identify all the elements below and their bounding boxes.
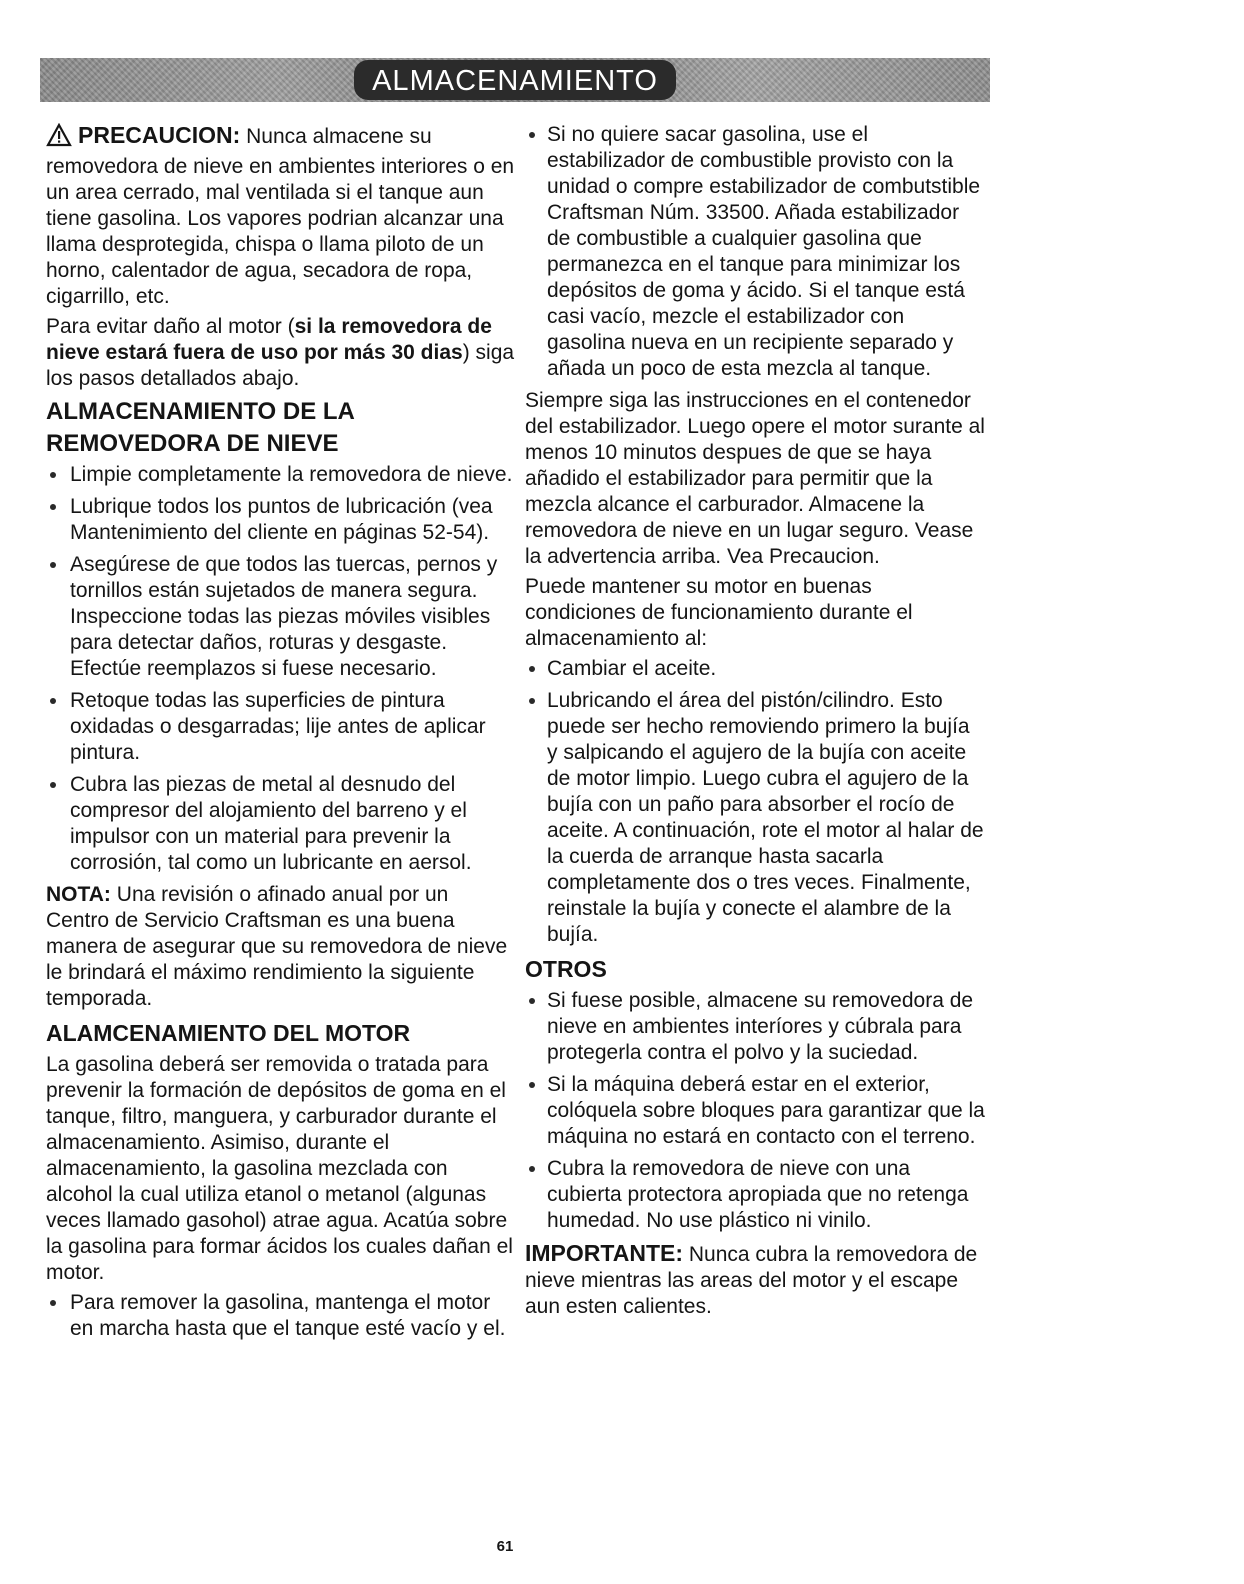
list-item: Retoque todas las superficies de pintura oxidadas o desgarradas; lije antes de aplicar pintura. bbox=[46, 688, 516, 766]
list-item: Lubricando el área del pistón/cilindro. Esto puede ser hecho removiendo primero la bujía y salpicando el agujero de la bujía con aceite de motor limpio. Luego cubra el agujero de la bujía con un paño para absorber el rocío de aceite. A continuación, rote el motor al halar de la cuerda de arranque hasta sacarla completamente dos o tres veces. Finalmente, reinstale la bujía y conecte el alambre de la bujía. bbox=[525, 688, 985, 948]
stabilizer-paragraph: Siempre siga las instrucciones en el contenedor del estabilizador. Luego opere el motor surante al menos 10 minutos despues de que se haya añadido el estabilizador para permitir que la mezcla alcance el carburador. Almacene la removedora de nieve en un lugar seguro. Vease la advertencia arriba. Vea Precaucion. bbox=[525, 389, 985, 568]
conditions-paragraph: Puede mantener su motor en buenas condiciones de funcionamiento durante el almacenamiento al: bbox=[525, 575, 913, 650]
damage-paragraph bbox=[46, 314, 516, 392]
warning-lead: PRECAUCION: bbox=[78, 122, 241, 148]
damage-text-start: Para evitar daño al motor ( bbox=[46, 315, 295, 338]
list-item: Lubrique todos los puntos de lubricación (vea Mantenimiento del cliente en páginas 52-54). bbox=[46, 494, 516, 546]
others-list bbox=[525, 988, 985, 1234]
list-item: Asegúrese de que todos las tuercas, pernos y tornillos están sujetados de manera segura. Inspeccione todas las piezas móviles visibles para detectar daños, roturas y desgaste. Efectúe reemplazos si fuese necesario. bbox=[46, 552, 516, 682]
list-item: Cubra las piezas de metal al desnudo del compresor del alojamiento del barreno y el impulsor con un material para prevenir la corrosión, tal como un lubricante en aersol. bbox=[46, 772, 516, 876]
right-column bbox=[525, 122, 985, 1324]
important-text: Nunca cubra la removedora de nieve mientras las areas del motor y el escape aun esten calientes. bbox=[525, 1243, 978, 1318]
note-paragraph bbox=[46, 882, 516, 1012]
warning-triangle-icon bbox=[46, 123, 72, 154]
left-column bbox=[46, 122, 516, 1348]
list-item: Si la máquina deberá estar en el exterior, colóquela sobre bloques para garantizar que la máquina no estará en contacto con el terreno. bbox=[525, 1072, 985, 1150]
warning-paragraph bbox=[46, 122, 516, 310]
list-item: Cubra la removedora de nieve con una cubierta protectora apropiada que no retenga humedad. No use plástico ni vinilo. bbox=[525, 1156, 985, 1234]
conditions-list bbox=[525, 656, 985, 948]
list-item: Si fuese posible, almacene su removedora de nieve en ambientes interíores y cúbrala para protegerla contra el polvo y la suciedad. bbox=[525, 988, 985, 1066]
list-item: Si no quiere sacar gasolina, use el estabilizador de combustible provisto con la unidad o compre estabilizador de combutstible Craftsman Núm. 33500. Añada estabilizador de combustible a cualquier gasolina que permanezca en el tanque para minimizar los depósitos de goma y ácido. Si el tanque está casi vacío, mezcle el estabilizador con gasolina nueva en un recipiente separado y añada un poco de esta mezcla al tanque. bbox=[525, 122, 985, 382]
important-paragraph bbox=[525, 1240, 985, 1320]
engine-list-left bbox=[46, 1290, 516, 1342]
list-item: Para remover la gasolina, mantenga el motor en marcha hasta que el tanque esté vacío y el. bbox=[46, 1290, 516, 1342]
damage-text-bold: si la removedora de nieve estará fuera de uso por más 30 dias bbox=[46, 315, 492, 364]
engine-intro: La gasolina deberá ser removida o tratada para prevenir la formación de depósitos de goma en el tanque, filtro, manguera, y carburador durante el almacenamiento. Asimiso, durante el almacenamiento, la gasolina mezclada con alcohol la cual utiliza etanol o metanol (algunas veces llamado gasohol) atrae agua. Acatúa sobre la gasolina para formar ácidos los cuales dañan el motor. bbox=[46, 1053, 513, 1284]
banner-title: ALMACENAMIENTO bbox=[354, 60, 676, 100]
note-text: Una revisión o afinado anual por un Centro de Servicio Craftsman es una buena manera de asegurar que su removedora de nieve le brindará el máximo rendimiento la siguiente temporada. bbox=[46, 883, 508, 1010]
engine-list-right bbox=[525, 122, 985, 382]
storage-list bbox=[46, 462, 516, 876]
list-item: Cambiar el aceite. bbox=[525, 656, 985, 682]
others-heading: OTROS bbox=[525, 956, 607, 982]
list-item: Limpie completamente la removedora de nieve. bbox=[46, 462, 516, 488]
section-banner bbox=[40, 58, 990, 102]
warning-text: Nunca almacene su removedora de nieve en ambientes interiores o en un area cerrado, mal ventilada si el tanque aun tiene gasolina. Los vapores podrian alcanzar una llama desprotegida, chispa o llama piloto de un horno, calentador de agua, secadora de ropa, cigarrillo, etc. bbox=[46, 125, 515, 308]
note-label: NOTA: bbox=[46, 883, 111, 906]
important-label: IMPORTANTE: bbox=[525, 1240, 684, 1266]
storage-heading: ALMACENAMIENTO DE LA REMOVEDORA DE NIEVE bbox=[46, 398, 354, 457]
damage-text-end: ) siga los pasos detallados abajo. bbox=[46, 341, 515, 390]
page-number: 61 bbox=[496, 1538, 514, 1555]
engine-heading: ALAMCENAMIENTO DEL MOTOR bbox=[46, 1020, 411, 1046]
